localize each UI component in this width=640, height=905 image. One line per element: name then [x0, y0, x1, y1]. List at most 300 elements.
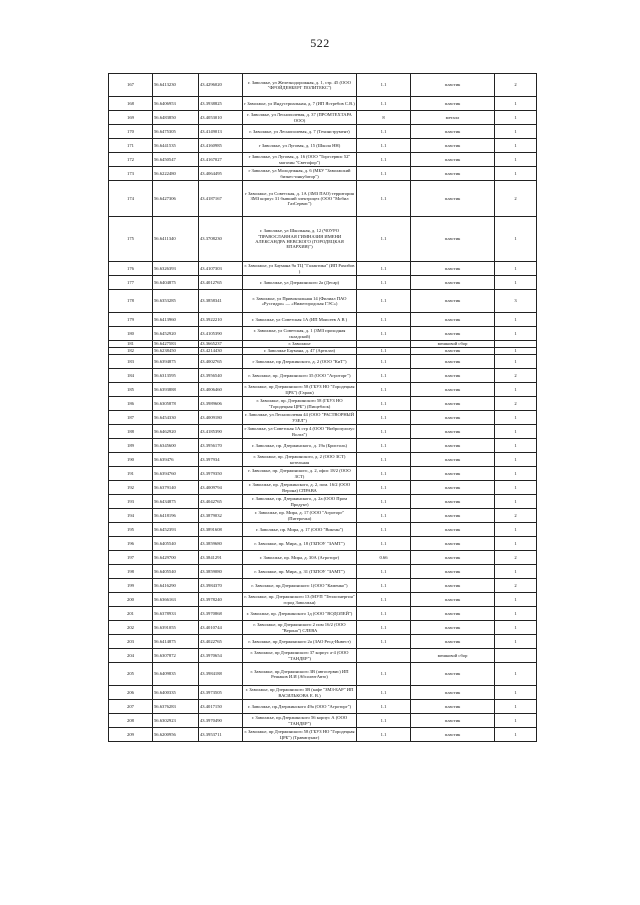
table-row [109, 74, 537, 97]
table-row [109, 111, 537, 125]
row-number: 202 [109, 621, 153, 635]
address-cell: г. Заволжье, пр Дзержинского 37 корпус а-4 (ООО "ТАНДЕР") [243, 649, 357, 663]
volume-cell: 1.1 [357, 700, 411, 714]
latitude-cell: 56.639476 [153, 453, 199, 467]
longitude-cell: 43.4214430 [199, 348, 243, 355]
longitude-cell: 43.3956170 [199, 439, 243, 453]
longitude-cell: 43.3970490 [199, 714, 243, 728]
volume-cell: 1.1 [357, 290, 411, 313]
volume-cell: 1.1 [357, 369, 411, 383]
container-type-cell: металл [411, 111, 495, 125]
table-row [109, 397, 537, 411]
longitude-cell: 43.4064495 [199, 167, 243, 181]
volume-cell: 1.1 [357, 453, 411, 467]
container-count-cell: 1 [495, 700, 537, 714]
row-number: 187 [109, 411, 153, 425]
volume-cell: 1.1 [357, 397, 411, 411]
volume-cell: 1.1 [357, 139, 411, 153]
container-type-cell: пластик [411, 453, 495, 467]
container-count-cell: 1 [495, 327, 537, 341]
longitude-cell: 43.4053010 [199, 111, 243, 125]
longitude-cell: 43.3922210 [199, 313, 243, 327]
container-count-cell: 1 [495, 537, 537, 551]
longitude-cell: 43.3891608 [199, 523, 243, 537]
address-cell: г. Заволжье, пр.Дзержинского 49а (ООО "Агроторг") [243, 700, 357, 714]
volume-cell: 1.1 [357, 355, 411, 369]
latitude-cell: 56.6345600 [153, 439, 199, 453]
longitude-cell: 43.3984370 [199, 579, 243, 593]
table-row [109, 425, 537, 439]
address-cell: г. Заволжье, пр. Дзержинского, д. 2а (ООО Пром Продукт) [243, 495, 357, 509]
table-row [109, 439, 537, 453]
address-cell: г. Заволжье, пр Дзержинского 3В (кафе "ЗМЗ-БАР" ИП ВАСИЛЬКОВА Е. В.) [243, 686, 357, 700]
row-number: 197 [109, 551, 153, 565]
container-count-cell: 1 [495, 467, 537, 481]
latitude-cell: 56.6404875 [153, 276, 199, 290]
container-type-cell: мешковой сбор [411, 649, 495, 663]
address-cell: г. Заволжье, пр.Дзержинского 1(ООО "Каменко") [243, 579, 357, 593]
address-cell: г. Заволжье, пр. Дзержинского 58 (ГБУЗ НО "Городецкая ЦРБ") (Пищеблок) [243, 397, 357, 411]
container-type-cell: пластик [411, 565, 495, 579]
latitude-cell: 56.6411340 [153, 217, 199, 262]
volume-cell: 1.1 [357, 467, 411, 481]
page-number: 522 [310, 36, 330, 50]
row-number: 188 [109, 425, 153, 439]
address-cell: г. Заволжье, пр. Дзержинского, д. 2, офис 18/2 (ООО ЗСТ) [243, 467, 357, 481]
container-count-cell: 1 [495, 439, 537, 453]
longitude-cell: 43.3978240 [199, 593, 243, 607]
table-row [109, 551, 537, 565]
address-cell: г. Заволжье, пр. Мира, д. 31 (ГБПОУ "ЗАМТ") [243, 565, 357, 579]
container-type-cell: пластик [411, 700, 495, 714]
table-row [109, 537, 537, 551]
container-count-cell: 3 [495, 290, 537, 313]
row-number: 206 [109, 686, 153, 700]
longitude-cell: 43.4160985 [199, 139, 243, 153]
longitude-cell: 43.4002765 [199, 355, 243, 369]
row-number: 201 [109, 607, 153, 621]
volume-cell: 1.1 [357, 327, 411, 341]
container-type-cell: пластик [411, 635, 495, 649]
table-row [109, 411, 537, 425]
row-number: 198 [109, 565, 153, 579]
container-type-cell: пластик [411, 327, 495, 341]
row-number: 185 [109, 383, 153, 397]
container-count-cell: 1 [495, 663, 537, 686]
container-type-cell: пластик [411, 348, 495, 355]
table-row [109, 495, 537, 509]
address-cell: г. Заволжье, пр Дзержинского 58 (ГБУЗ НО "Городецкая ЦРБ") (Травмпункт) [244, 729, 355, 740]
latitude-cell: 56.6462920 [153, 425, 199, 439]
address-cell: г. Заволжье Баумана, д. 47 (Артплаз) [243, 348, 357, 355]
container-type-cell: пластик [411, 217, 495, 262]
volume-cell: 1.1 [357, 481, 411, 495]
latitude-cell: 56.6452920 [153, 327, 199, 341]
container-count-cell: 1 [495, 621, 537, 635]
latitude-cell: 56.6391055 [153, 621, 199, 635]
longitude-cell: 43.3970654 [199, 649, 243, 663]
container-type-cell: пластик [411, 551, 495, 565]
address-cell: г. Заволжье, пр. Дзержинского 1д (ООО "ВОДОЛЕЙ") [243, 607, 357, 621]
volume-cell: 1.1 [357, 728, 411, 742]
address-cell: г Заволжье, ул Советская 1А стр 4 (ООО "Вибропультус Волга") [244, 426, 355, 437]
latitude-cell: 56.6406953 [153, 97, 199, 111]
latitude-cell: 56.6452393 [153, 523, 199, 537]
latitude-cell: 56.6450547 [153, 153, 199, 167]
longitude-cell: 43.3970868 [199, 607, 243, 621]
table-row [109, 97, 537, 111]
volume-cell: 0.66 [357, 551, 411, 565]
longitude-cell: 43.4185390 [199, 425, 243, 439]
row-number: 191 [109, 467, 153, 481]
container-type-cell: пластик [411, 509, 495, 523]
container-type-cell: пластик [411, 495, 495, 509]
volume-cell: 1.1 [357, 276, 411, 290]
latitude-cell: 56.6353285 [153, 290, 199, 313]
address-cell: г Заволжье, ул Индустриальная, д. 7 (ИП Ястребов С.В.) [243, 97, 357, 111]
latitude-cell: 56.6475305 [153, 125, 199, 139]
latitude-cell: 56.6394760 [153, 467, 199, 481]
latitude-cell: 56.6416290 [153, 579, 199, 593]
container-count-cell [495, 649, 537, 663]
longitude-cell: 43.3989606 [199, 397, 243, 411]
container-count-cell: 1 [495, 686, 537, 700]
address-cell: г. Заволжье, ул Советская, д. 1 (ЗМЗ проходная складской) [243, 327, 357, 341]
row-number: 203 [109, 635, 153, 649]
longitude-cell: 43.4187167 [199, 181, 243, 217]
volume-cell: 1.1 [357, 537, 411, 551]
address-cell: г. Заволжье, пр. Дзержинского 13 (МУП "Теплоэнергия" город Заволжья) [244, 594, 355, 605]
address-cell: г Заволжье, ул Луговая, д. 15 (Школа НН) [243, 139, 357, 153]
container-count-cell: 1 [495, 97, 537, 111]
container-type-cell: пластик [411, 439, 495, 453]
address-cell: г. Заволжье, ул Баумана 9а ТЦ "Галактика" (ИП Рахибов ) [243, 262, 357, 276]
longitude-cell: 43.3953711 [199, 728, 243, 742]
container-count-cell: 2 [495, 509, 537, 523]
address-cell: г. Заволжье, пр. Дзержинского 35 (ООО "Агроторг") [243, 369, 357, 383]
address-cell: г. Заволжье, пр Дзержинского 2а (ЗАО Ресд-Инвест) [243, 635, 357, 649]
latitude-cell: 56.6405540 [153, 537, 199, 551]
longitude-cell: 43.4010744 [199, 621, 243, 635]
latitude-cell: 56.6378933 [153, 607, 199, 621]
address-cell: г. Заволжье, пр.Дзержинского 3В (автосервис) ИП Решаков И.И (АбсолютАвто) [243, 663, 357, 686]
longitude-cell: 43.4009180 [199, 411, 243, 425]
longitude-cell: 43.3858341 [199, 290, 243, 313]
row-number: 189 [109, 439, 153, 453]
volume-cell: 1.1 [357, 565, 411, 579]
container-type-cell: пластик [411, 714, 495, 728]
container-type-cell: пластик [411, 139, 495, 153]
longitude-cell: 43.3859680 [199, 537, 243, 551]
volume-cell: 1.1 [357, 383, 411, 397]
longitude-cell: 43.4107303 [199, 262, 243, 276]
row-number: 183 [109, 355, 153, 369]
address-cell: г. Заволжье, пр. Дзержинского, д. 2 (ООО ЗСТ) котельная [243, 453, 357, 467]
row-number: 205 [109, 663, 153, 686]
container-type-cell: пластик [411, 97, 495, 111]
longitude-cell: 43.4296020 [199, 74, 243, 97]
volume-cell: 1.1 [357, 74, 411, 97]
latitude-cell: 56.6418196 [153, 509, 199, 523]
volume-cell: 1.1 [357, 439, 411, 453]
container-count-cell: 1 [495, 153, 537, 167]
table-row [109, 509, 537, 523]
table-row [109, 621, 537, 635]
container-type-cell: пластик [411, 523, 495, 537]
container-type-cell: пластик [411, 686, 495, 700]
row-number: 199 [109, 579, 153, 593]
table-row [109, 728, 537, 742]
volume-cell [357, 649, 411, 663]
container-type-cell: пластик [411, 369, 495, 383]
container-count-cell: 2 [495, 397, 537, 411]
container-type-cell: пластик [411, 125, 495, 139]
longitude-cell: 43.3973505 [199, 686, 243, 700]
container-count-cell: 1 [495, 565, 537, 579]
container-count-cell: 1 [495, 125, 537, 139]
row-number: 184 [109, 369, 153, 383]
longitude-cell: 43.4009794 [199, 481, 243, 495]
container-count-cell: 1 [495, 495, 537, 509]
table-row [109, 217, 537, 262]
address-cell: г. Заволжье, пр. Мира, д. 30А (Агроторг) [243, 551, 357, 565]
row-number: 178 [109, 290, 153, 313]
row-number: 180 [109, 327, 153, 341]
container-type-cell: пластик [411, 181, 495, 217]
container-type-cell: пластик [411, 355, 495, 369]
table-row [109, 686, 537, 700]
container-type-cell: пластик [411, 467, 495, 481]
container-count-cell: 1 [495, 593, 537, 607]
longitude-cell: 43.3708230 [199, 217, 243, 262]
latitude-cell: 56.6305878 [153, 397, 199, 411]
container-count-cell: 1 [495, 714, 537, 728]
address-cell: г. Заволжье, пр Дзержинского 58 (ГБУЗ НО "Городецкая ЦРБ") (Гараж) [244, 384, 355, 395]
volume-cell: 1.1 [357, 411, 411, 425]
volume-cell: 1.1 [357, 607, 411, 621]
volume-cell: 1.1 [357, 509, 411, 523]
table-row [109, 453, 537, 467]
container-type-cell: пластик [411, 276, 495, 290]
address-cell: г. Заволжье, ул Привокзальная 14 (Филиал ПАО «Русгидро» — «Нижегородская ГЭС») [243, 290, 357, 313]
volume-cell: 1.1 [357, 217, 411, 262]
container-count-cell: 1 [495, 383, 537, 397]
row-number: 194 [109, 509, 153, 523]
row-number: 168 [109, 97, 153, 111]
container-count-cell: 1 [495, 348, 537, 355]
container-type-cell: пластик [411, 313, 495, 327]
address-cell: г. Заволжье, пр. Мира, д. 17 (ООО "Агроторг" (Пятерочка) [243, 509, 357, 523]
table-row [109, 348, 537, 355]
longitude-cell: 43.4105390 [199, 327, 243, 341]
address-cell: г. Заволжье, ул Леснополевая, д. 37 (ПРОМТЕХТАРА ООО) [243, 111, 357, 125]
volume-cell: 1.1 [357, 579, 411, 593]
address-cell: г. Заволжье, пр. Дзержинского, д. 19а (Бристоль) [243, 439, 357, 453]
longitude-cell: 43.4017150 [199, 700, 243, 714]
container-count-cell: 1 [495, 635, 537, 649]
container-count-cell: 1 [495, 276, 537, 290]
container-count-cell: 1 [495, 355, 537, 369]
address-cell: г. Заволжье, ул Дзержинского 2а (Десар) [243, 276, 357, 290]
row-number: 177 [109, 276, 153, 290]
table-row [109, 663, 537, 686]
latitude-cell: 56.6413230 [153, 74, 199, 97]
container-type-cell: пластик [411, 481, 495, 495]
latitude-cell: 56.6393888 [153, 383, 199, 397]
latitude-cell: 56.6394875 [153, 355, 199, 369]
volume-cell: 1.1 [357, 181, 411, 217]
container-count-cell: 2 [495, 181, 537, 217]
container-count-cell: 1 [495, 728, 537, 742]
latitude-cell: 56.6379140 [153, 481, 199, 495]
table-row [109, 579, 537, 593]
row-number: 170 [109, 125, 153, 139]
volume-cell: 1.1 [357, 97, 411, 111]
container-type-cell: пластик [411, 411, 495, 425]
table-row [109, 313, 537, 327]
longitude-cell: 43.4012765 [199, 276, 243, 290]
container-type-cell: пластик [411, 728, 495, 742]
latitude-cell: 56.6238450 [153, 348, 199, 355]
row-number: 173 [109, 167, 153, 181]
container-count-cell: 1 [495, 607, 537, 621]
latitude-cell: 56.6429700 [153, 551, 199, 565]
container-count-cell: 1 [495, 453, 537, 467]
row-number: 204 [109, 649, 153, 663]
longitude-cell: 43.4022765 [199, 635, 243, 649]
row-number: 174 [109, 181, 153, 217]
volume-cell: 1.1 [357, 125, 411, 139]
address-cell: г Заволжье, ул Молодежная, д. 6 (МБУ "Заволжский бизнес-инкубатор") [243, 167, 357, 181]
table-row [109, 125, 537, 139]
table-row [109, 327, 537, 341]
row-number: 195 [109, 523, 153, 537]
longitude-cell: 43.3665237 [199, 341, 243, 348]
volume-cell: 1.1 [357, 635, 411, 649]
latitude-cell: 56.6409835 [153, 663, 199, 686]
table-body [109, 74, 537, 742]
container-count-cell: 1 [495, 139, 537, 153]
longitude-cell: 43.4006460 [199, 383, 243, 397]
container-type-cell: пластик [411, 290, 495, 313]
table-row [109, 481, 537, 495]
address-cell: г Заволжье, ул Луговая, д. 16 (ООО "Торгсервис 52" магазин "Светофор") [243, 153, 357, 167]
row-number: 175 [109, 217, 153, 262]
container-type-cell: пластик [411, 167, 495, 181]
container-type-cell: пластик [411, 383, 495, 397]
volume-cell: 1.1 [357, 313, 411, 327]
container-count-cell: 1 [495, 217, 537, 262]
longitude-cell: 43.4149013 [199, 125, 243, 139]
volume-cell: 1.1 [357, 495, 411, 509]
address-cell: г. Заволжье, пр Дзержинского 2 пом 16/2 (ООО "Верона") СЛЕВА [243, 621, 357, 635]
latitude-cell: 56.6307872 [153, 649, 199, 663]
latitude-cell: 56.6313595 [153, 369, 199, 383]
row-number: 192 [109, 481, 153, 495]
longitude-cell: 43.3938825 [199, 97, 243, 111]
longitude-cell: 43.3979350 [199, 467, 243, 481]
table-row [109, 369, 537, 383]
longitude-cell: 43.3879032 [199, 509, 243, 523]
container-type-cell: мешковой сбор [411, 341, 495, 348]
container-type-cell: пластик [411, 593, 495, 607]
container-count-cell: 2 [495, 579, 537, 593]
longitude-cell: 43.3859080 [199, 565, 243, 579]
longitude-cell: 43.4167027 [199, 153, 243, 167]
volume-cell: 8 [357, 111, 411, 125]
container-count-cell: 1 [495, 425, 537, 439]
latitude-cell: 56.6405540 [153, 565, 199, 579]
table-row [109, 523, 537, 537]
latitude-cell: 56.6483850 [153, 111, 199, 125]
table-row [109, 565, 537, 579]
latitude-cell: 56.6366163 [153, 593, 199, 607]
volume-cell: 1.1 [357, 167, 411, 181]
row-number: 193 [109, 495, 153, 509]
container-count-cell: 2 [495, 369, 537, 383]
container-type-cell: пластик [411, 397, 495, 411]
row-number: 181 [109, 341, 153, 348]
address-cell: г. Заволжье, ул Школьная, д. 12 (ЧОУРО "ПРАВОСЛАВНАЯ ГИМНАЗИЯ ИМЕНИ АЛЕКСАНДРА НЕВСКОГО (ГОРОДЕЦКАЯ ЕПАРХИЯ)") [243, 217, 357, 262]
row-number: 196 [109, 537, 153, 551]
container-count-cell: 2 [495, 74, 537, 97]
address-cell: г. Заволжье, пр. Мира, д. 17 (ООО "Виктан") [243, 523, 357, 537]
container-type-cell: пластик [411, 425, 495, 439]
latitude-cell: 56.6376283 [153, 700, 199, 714]
table-row [109, 276, 537, 290]
address-cell: г. Заволжье, пр. Мира, д. 18 (ГБПОУ "ЗАМТ") [243, 537, 357, 551]
longitude-cell: 43.3984188 [199, 663, 243, 686]
address-cell: г. Заволжье, ул Леснополевая 44 (ООО "РАСТВОРНЫЙ УЗЕЛ") [243, 411, 357, 425]
table-row [109, 167, 537, 181]
volume-cell: 1.1 [357, 262, 411, 276]
row-number: 182 [109, 348, 153, 355]
latitude-cell: 56.6441535 [153, 139, 199, 153]
container-type-cell: пластик [411, 607, 495, 621]
volume-cell: 1.1 [357, 686, 411, 700]
latitude-cell: 56.6400335 [153, 686, 199, 700]
address-cell: г Заволжье, ул Советская, д. 1А (ЗМЗ ПАО) территория ЗМЗ корпус 31 бывший электроцех (ООО "Мобил ГазСервис") [243, 181, 357, 217]
container-count-cell: 1 [495, 481, 537, 495]
row-number: 179 [109, 313, 153, 327]
container-count-cell: 1 [495, 523, 537, 537]
row-number: 208 [109, 714, 153, 728]
row-number: 190 [109, 453, 153, 467]
container-count-cell: 1 [495, 411, 537, 425]
table-row [109, 181, 537, 217]
table-row [109, 593, 537, 607]
table-row [109, 139, 537, 153]
address-cell: г. Заволжье, ул Советская 1А (ИП Моисеев А В ) [243, 313, 357, 327]
container-count-cell: 1 [495, 167, 537, 181]
volume-cell: 1.1 [357, 621, 411, 635]
longitude-cell: 43.3841291 [199, 551, 243, 565]
latitude-cell: 56.6200956 [153, 728, 199, 742]
container-count-cell: 1 [495, 313, 537, 327]
table-row [109, 383, 537, 397]
table-row [109, 153, 537, 167]
row-number: 186 [109, 397, 153, 411]
row-number: 171 [109, 139, 153, 153]
table-row [109, 649, 537, 663]
table-row [109, 290, 537, 313]
address-cell: г. Заволжье, ул Железнодорожная, д. 1, стр. 45 (ООО "ФРОЙДЕНБЕРГ ПОЛИТЕКС") [243, 74, 357, 97]
row-number: 207 [109, 700, 153, 714]
table-row [109, 355, 537, 369]
address-cell: г. Заволжье, ул Леснополевая, д. 7 (Техинструмент) [243, 125, 357, 139]
row-number: 200 [109, 593, 153, 607]
row-number: 209 [109, 728, 153, 742]
